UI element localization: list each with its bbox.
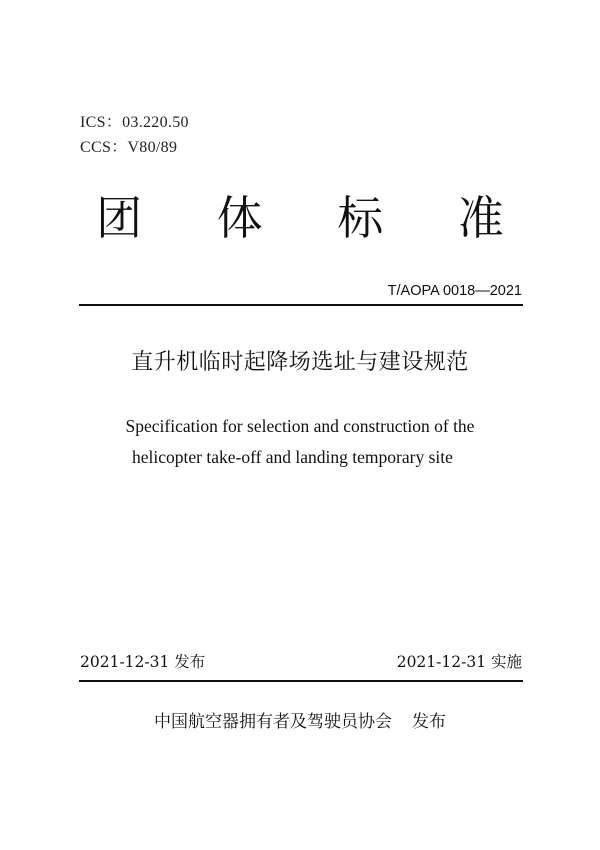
top-divider	[79, 304, 523, 306]
issue-date: 2021-12-31 发布	[80, 653, 206, 671]
ics-code: ICS：03.220.50	[80, 114, 189, 131]
publisher-organization: 中国航空器拥有者及驾驶员协会	[154, 712, 392, 732]
publisher-action: 发布	[412, 712, 446, 732]
bottom-divider	[79, 680, 523, 682]
chinese-title: 直升机临时起降场选址与建设规范	[131, 350, 469, 375]
ccs-code: CCS：V80/89	[80, 139, 178, 156]
english-title-line-2: helicopter take-off and landing temporary site	[132, 447, 453, 467]
english-title-line-1: Specification for selection and construction of the	[125, 416, 475, 436]
implementation-date: 2021-12-31 实施	[396, 653, 522, 671]
standard-category-title: 团 体 标 准	[96, 191, 534, 245]
standard-number: T/AOPA 0018—2021	[387, 283, 522, 299]
publisher-line	[0, 707, 600, 732]
